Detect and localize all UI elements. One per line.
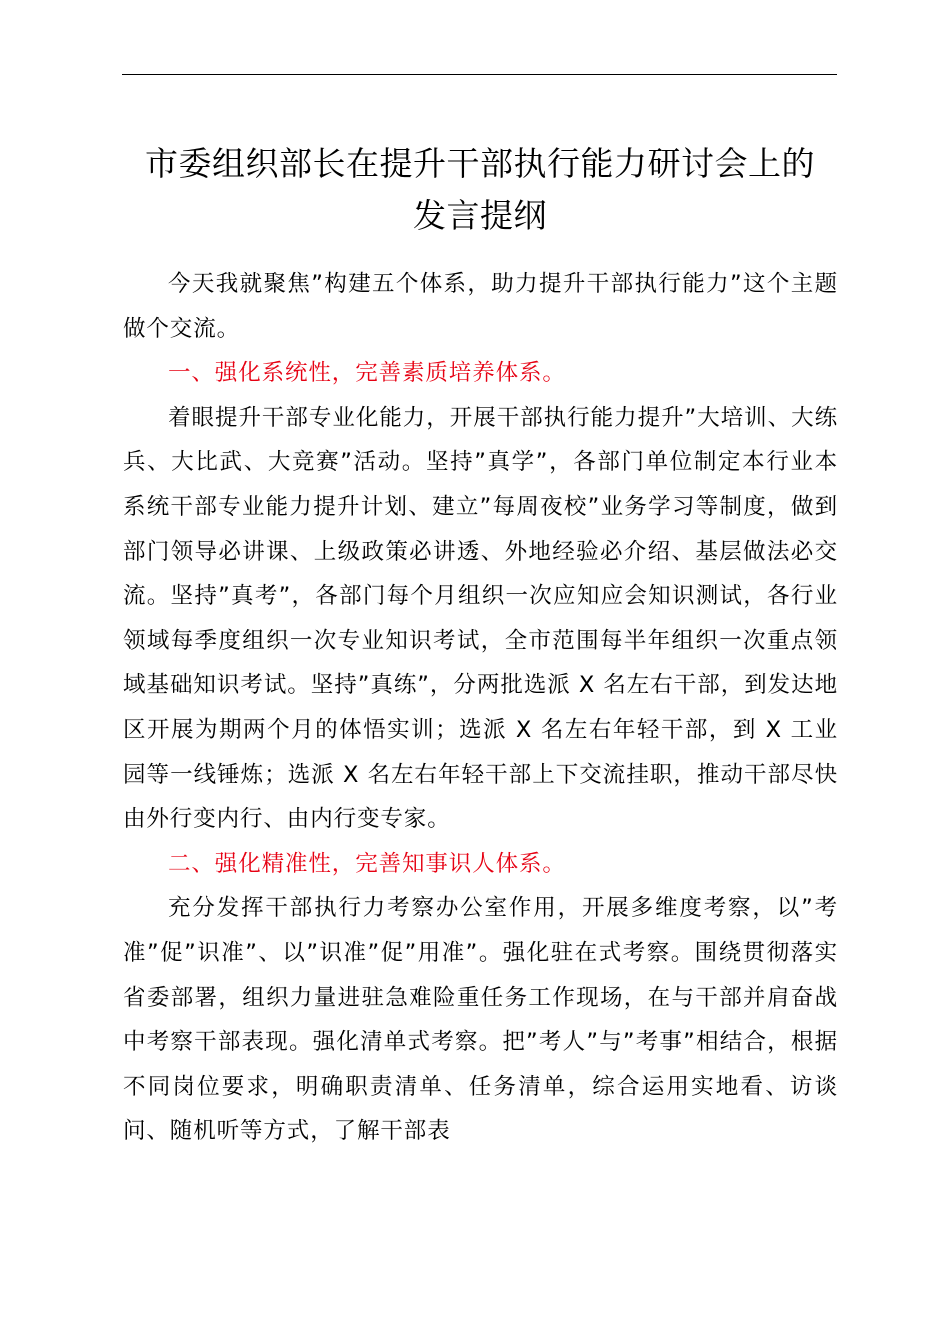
- document-title-line-2: 发言提纲: [413, 196, 547, 235]
- section-body-1: 着眼提升干部专业化能力，开展干部执行能力提升”大培训、大练兵、大比武、大竞赛”活动。坚持”真学”，各部门单位制定本行业本系统干部专业能力提升计划、建立”每周夜校”业务学习等制度，做到部门领导必讲课、上级政策必讲透、外地经验必介绍、基层做法必交流。坚持”真考”，各部门每个月组织一次应知应会知识测试，各行业领域每季度组织一次专业知识考试，全市范围每半年组织一次重点领域基础知识考试。坚持”真练”，分两批选派 X 名左右干部，到发达地区开展为期两个月的体悟实训；选派 X 名左右年轻干部，到 X 工业园等一线锤炼；选派 X 名左右年轻干部上下交流挂职，推动干部尽快由外行变内行、由内行变专家。: [123, 404, 838, 833]
- section-heading-1: 一、强化系统性，完善素质培养体系。: [168, 360, 566, 387]
- section-heading-2: 二、强化精准性，完善知事识人体系。: [168, 850, 566, 877]
- intro-paragraph: 今天我就聚焦”构建五个体系，助力提升干部执行能力”这个主题做个交流。: [123, 271, 838, 342]
- document-body: [123, 262, 838, 1154]
- section-body-2: 充分发挥干部执行力考察办公室作用，开展多维度考察，以”考准”促”识准”、以”识准”促”用准”。强化驻在式考察。围绕贯彻落实省委部署，组织力量进驻急难险重任务工作现场，在与干部并肩奋战中考察干部表现。强化清单式考察。把”考人”与”考事”相结合，根据不同岗位要求，明确职责清单、任务清单，综合运用实地看、访谈问、随机听等方式，了解干部表: [123, 895, 838, 1145]
- document-title-line-1: 市委组织部长在提升干部执行能力研讨会上的: [145, 144, 815, 183]
- header-rule: [122, 74, 837, 75]
